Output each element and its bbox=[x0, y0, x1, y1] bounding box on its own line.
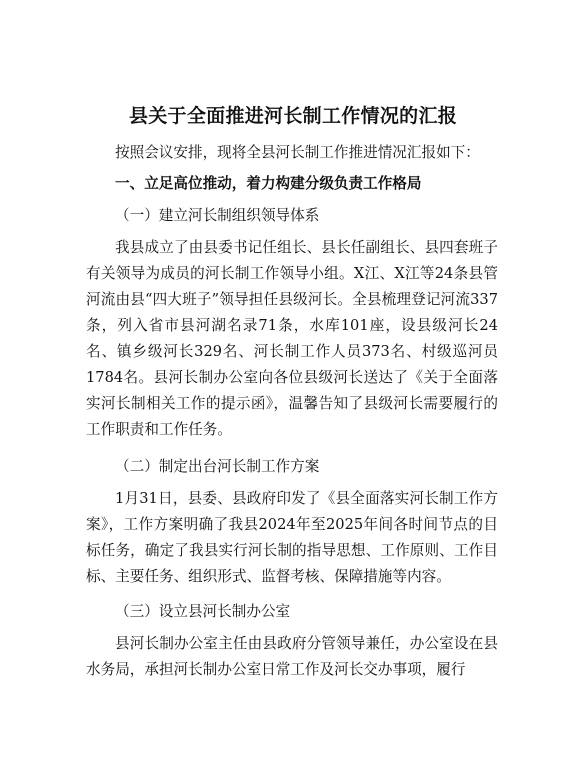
subsection-heading-1: （一）建立河长制组织领导体系 bbox=[115, 207, 320, 224]
paragraph-1: 我县成立了由县委书记任组长、县长任副组长、县四套班子有关领导为成员的河长制工作领导小组。X江、X江等24条县管河流由县“四大班子”领导担任县级河长。全县梳理登记河流337条，列入省市县河湖名录71条，水库101座，设县级河长24名、镇乡级河长329名、河长制工作人员373名、村级巡河员1784名。县河长制办公室向各位县级河长送达了《关于全面落实河长制相关工作的提示函》，温馨告知了县级河长需要履行的工作职责和工作任务。 bbox=[86, 239, 498, 438]
document-title: 县关于全面推进河长制工作情况的汇报 bbox=[128, 105, 458, 127]
intro-paragraph: 按照会议安排，现将全县河长制工作推进情况汇报如下： bbox=[115, 144, 480, 161]
paragraph-2: 1月31日，县委、县政府印发了《县全面落实河长制工作方案》，工作方案明确了我县2024年至2025年间各时间节点的目标任务，确定了我县实行河长制的指导思想、工作原则、工作目标、主要任务、组织形式、监督考核、保障措施等内容。 bbox=[86, 490, 498, 585]
section-heading-1: 一、立足高位推动，着力构建分级负责工作格局 bbox=[115, 175, 422, 192]
subsection-heading-3: （三）设立县河长制办公室 bbox=[115, 603, 291, 620]
paragraph-3: 县河长制办公室主任由县政府分管领导兼任，办公室设在县水务局，承担河长制办公室日常工作及河长交办事项，履行 bbox=[86, 635, 498, 678]
subsection-heading-2: （二）制定出台河长制工作方案 bbox=[115, 458, 320, 475]
